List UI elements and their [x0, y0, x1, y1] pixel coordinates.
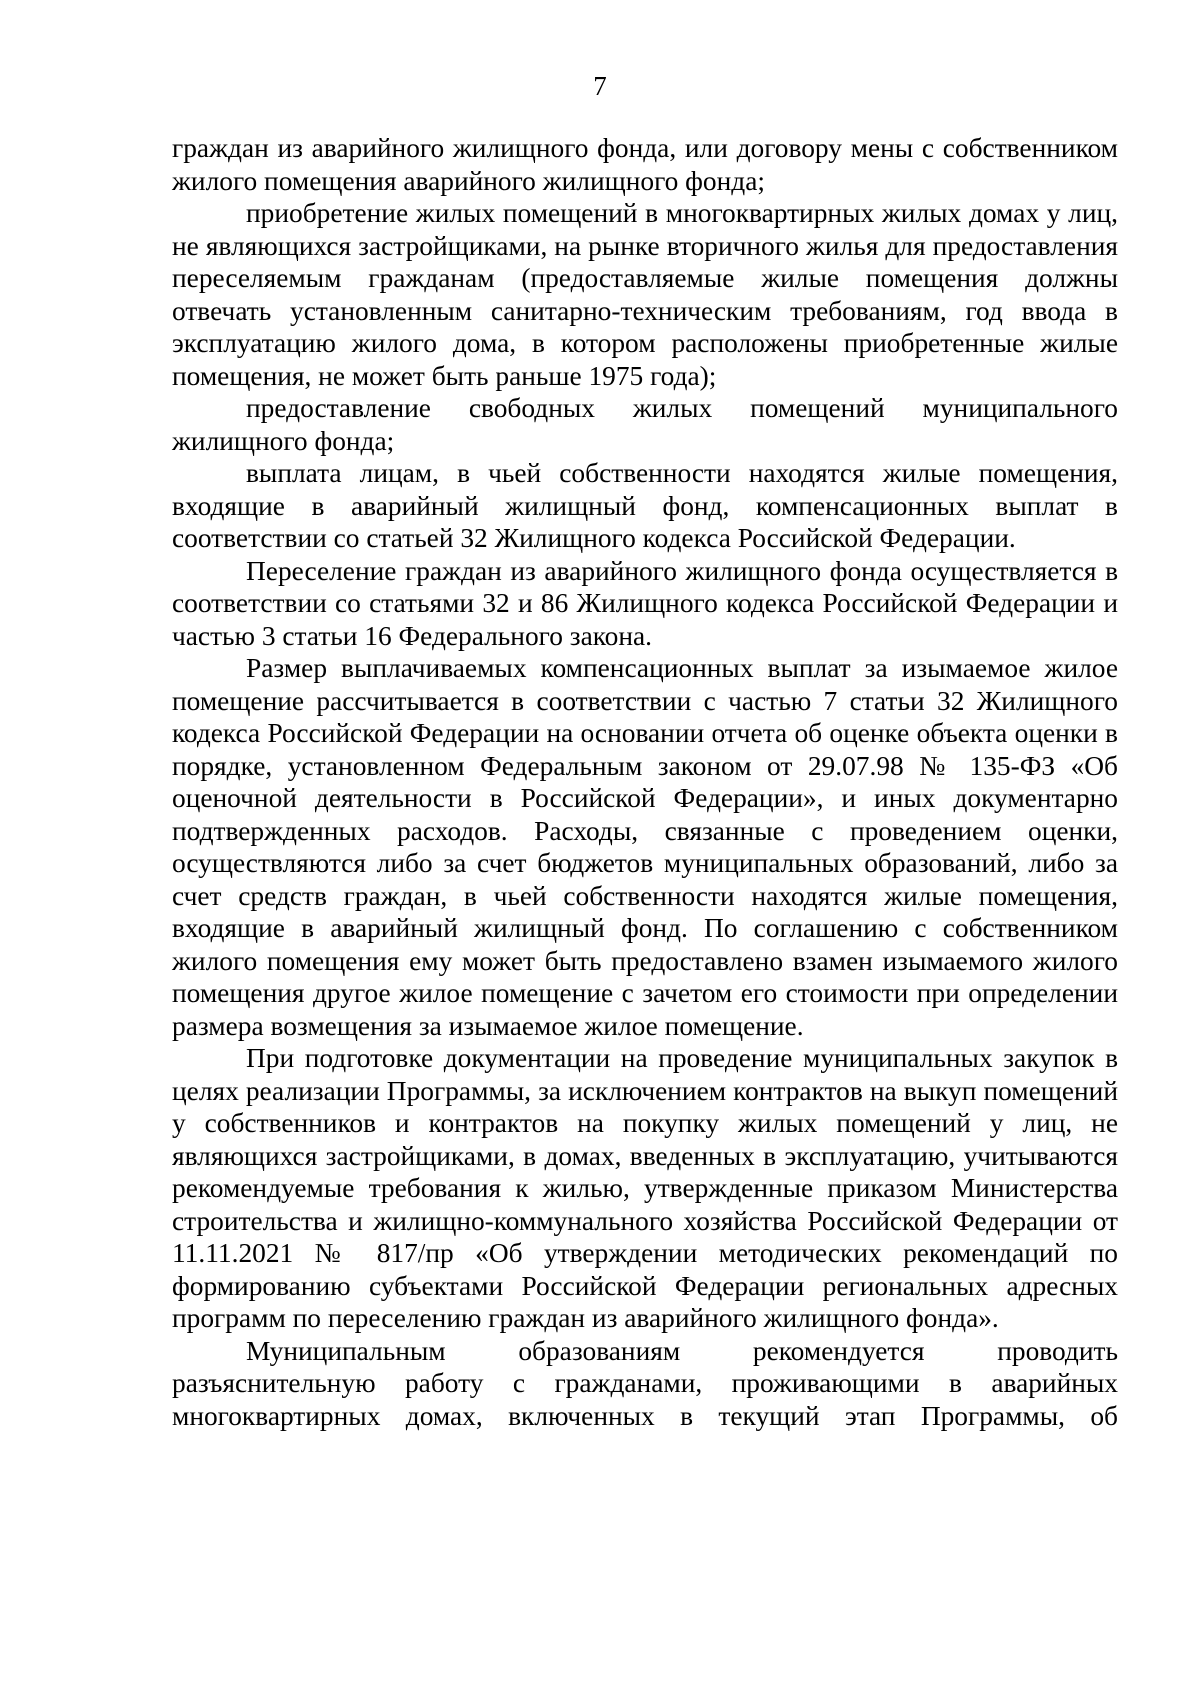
- paragraph-continuation: граждан из аварийного жилищного фонда, или договору мены с собственником жилого помещения аварийного жилищного фонда;: [172, 133, 1118, 196]
- page-number: 7: [593, 71, 607, 101]
- paragraph-compensation-payment: выплата лицам, в чьей собственности находятся жилые помещения, входящие в аварийный жилищный фонд, компенсационных выплат в соответствии со статьей 32 Жилищного кодекса Российской Федерации.: [172, 458, 1118, 553]
- paragraph-secondary-market-purchase: приобретение жилых помещений в многоквартирных жилых домах у лиц, не являющихся застройщиками, на рынке вторичного жилья для предоставления переселяемым гражданам (предоставляемые жилые помещения должны отвечать установленным санитарно-техническим требованиям, год ввода в эксплуатацию жилого дома, в котором расположены приобретенные жилые помещения, не может быть раньше 1975 года);: [172, 198, 1118, 391]
- paragraph-procurement-requirements: При подготовке документации на проведение муниципальных закупок в целях реализации Программы, за исключением контрактов на выкуп помещений у собственников и контрактов на покупку жилых помещений у лиц, не являющихся застройщиками, в домах, введенных в эксплуатацию, учитываются рекомендуемые требования к жилью, утвержденные приказом Министерства строительства и жилищно-коммунального хозяйства Российской Федерации от 11.11.2021 № 817/пр «Об утверждении методических рекомендаций по формированию субъектами Российской Федерации региональных адресных программ по переселению граждан из аварийного жилищного фонда».: [172, 1043, 1118, 1333]
- paragraph-resettlement-basis: Переселение граждан из аварийного жилищного фонда осуществляется в соответствии со статьями 32 и 86 Жилищного кодекса Российской Федерации и частью 3 статьи 16 Федерального закона.: [172, 555, 1118, 651]
- paragraph-municipal-housing: предоставление свободных жилых помещений муниципального жилищного фонда;: [172, 393, 1118, 456]
- paragraph-explanatory-work: Муниципальным образованиям рекомендуется проводить разъяснительную работу с гражданами, проживающими в аварийных многоквартирных домах, включенных в текущий этап Программы, об: [172, 1335, 1118, 1431]
- document-body: [172, 132, 1118, 1432]
- paragraph-compensation-amount: Размер выплачиваемых компенсационных выплат за изымаемое жилое помещение рассчитывается в соответствии с частью 7 статьи 32 Жилищного кодекса Российской Федерации на основании отчета об оценке объекта оценки в порядке, установленном Федеральным законом от 29.07.98 № 135-ФЗ «Об оценочной деятельности в Российской Федерации», и иных документарно подтвержденных расходов. Расходы, связанные с проведением оценки, осуществляются либо за счет бюджетов муниципальных образований, либо за счет средств граждан, в чьей собственности находятся жилые помещения, входящие в аварийный жилищный фонд. По соглашению с собственником жилого помещения ему может быть предоставлено взамен изымаемого жилого помещения другое жилое помещение с зачетом его стоимости при определении размера возмещения за изымаемое жилое помещение.: [172, 653, 1118, 1041]
